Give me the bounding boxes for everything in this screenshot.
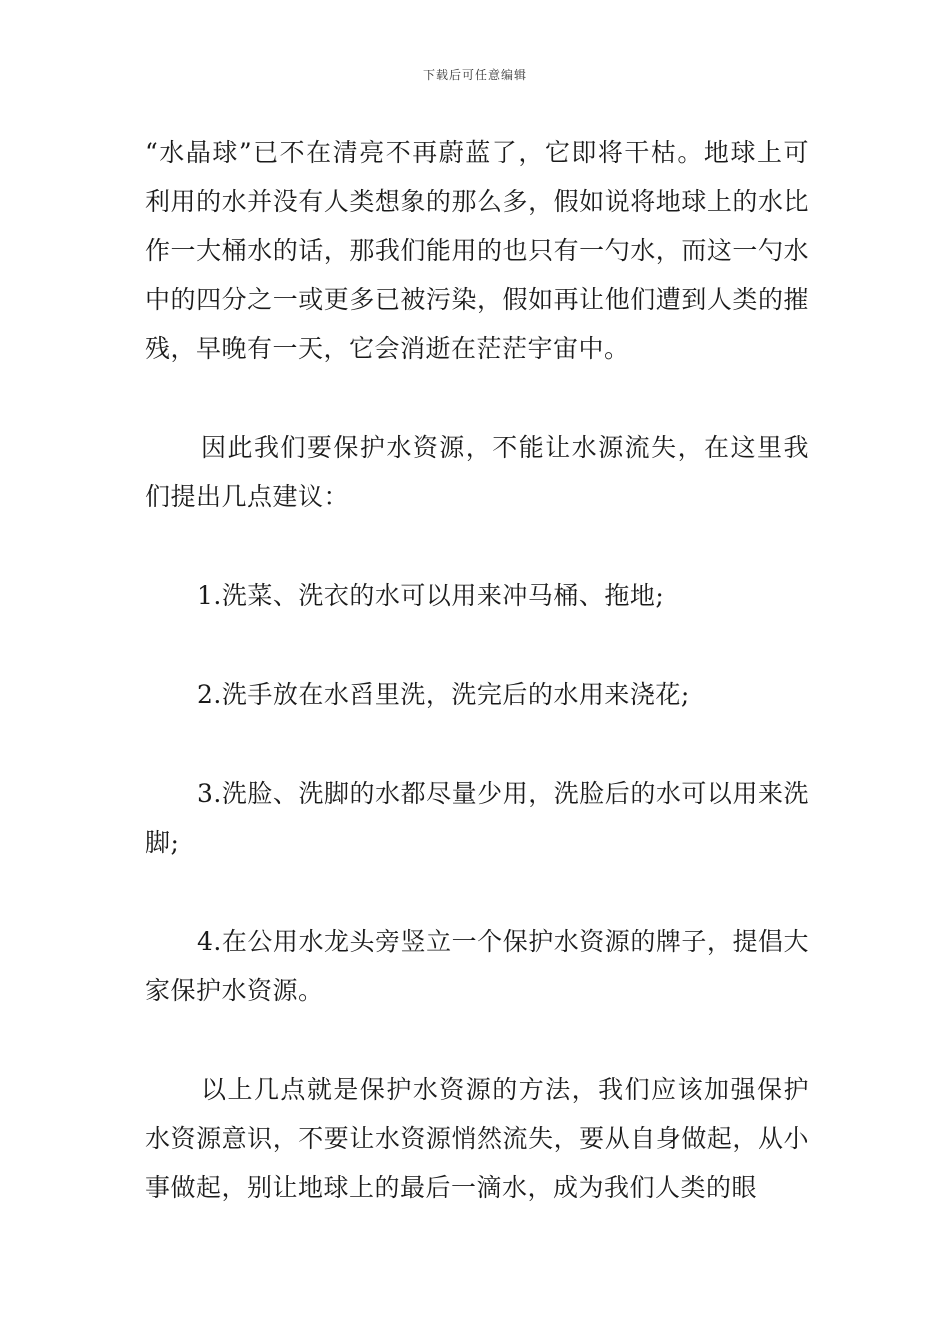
suggestion-item-1: 1.洗菜、洗衣的水可以用来冲马桶、拖地; [197, 581, 665, 610]
paragraph-suggestions-intro: 因此我们要保护水资源，不能让水源流失，在这里我们提出几点建议： [145, 433, 809, 511]
document-body [145, 128, 809, 1212]
paragraph-gap [145, 373, 809, 423]
page-header: 下载后可任意编辑 [422, 68, 527, 82]
paragraph-gap [145, 1015, 809, 1065]
paragraph-gap [145, 620, 809, 670]
suggestion-item-4: 4.在公用水龙头旁竖立一个保护水资源的牌子，提倡大家保护水资源。 [145, 927, 809, 1005]
suggestion-item-2: 2.洗手放在水舀里洗，洗完后的水用来浇花; [197, 680, 690, 709]
paragraph-conclusion: 以上几点就是保护水资源的方法，我们应该加强保护水资源意识，不要让水资源悄然流失，要从自身做起，从小事做起，别让地球上的最后一滴水，成为我们人类的眼 [145, 1075, 809, 1202]
paragraph-gap [145, 867, 809, 917]
paragraph-gap [145, 521, 809, 571]
suggestion-item-3: 3.洗脸、洗脚的水都尽量少用，洗脸后的水可以用来洗脚; [145, 779, 809, 857]
paragraph-water-crisis: “水晶球”已不在清亮不再蔚蓝了，它即将干枯。地球上可利用的水并没有人类想象的那么多，假如说将地球上的水比作一大桶水的话，那我们能用的也只有一勺水，而这一勺水中的四分之一或更多已被污染，假如再让他们遭到人类的摧残，早晚有一天，它会消逝在茫茫宇宙中。 [145, 138, 809, 363]
paragraph-gap [145, 719, 809, 769]
